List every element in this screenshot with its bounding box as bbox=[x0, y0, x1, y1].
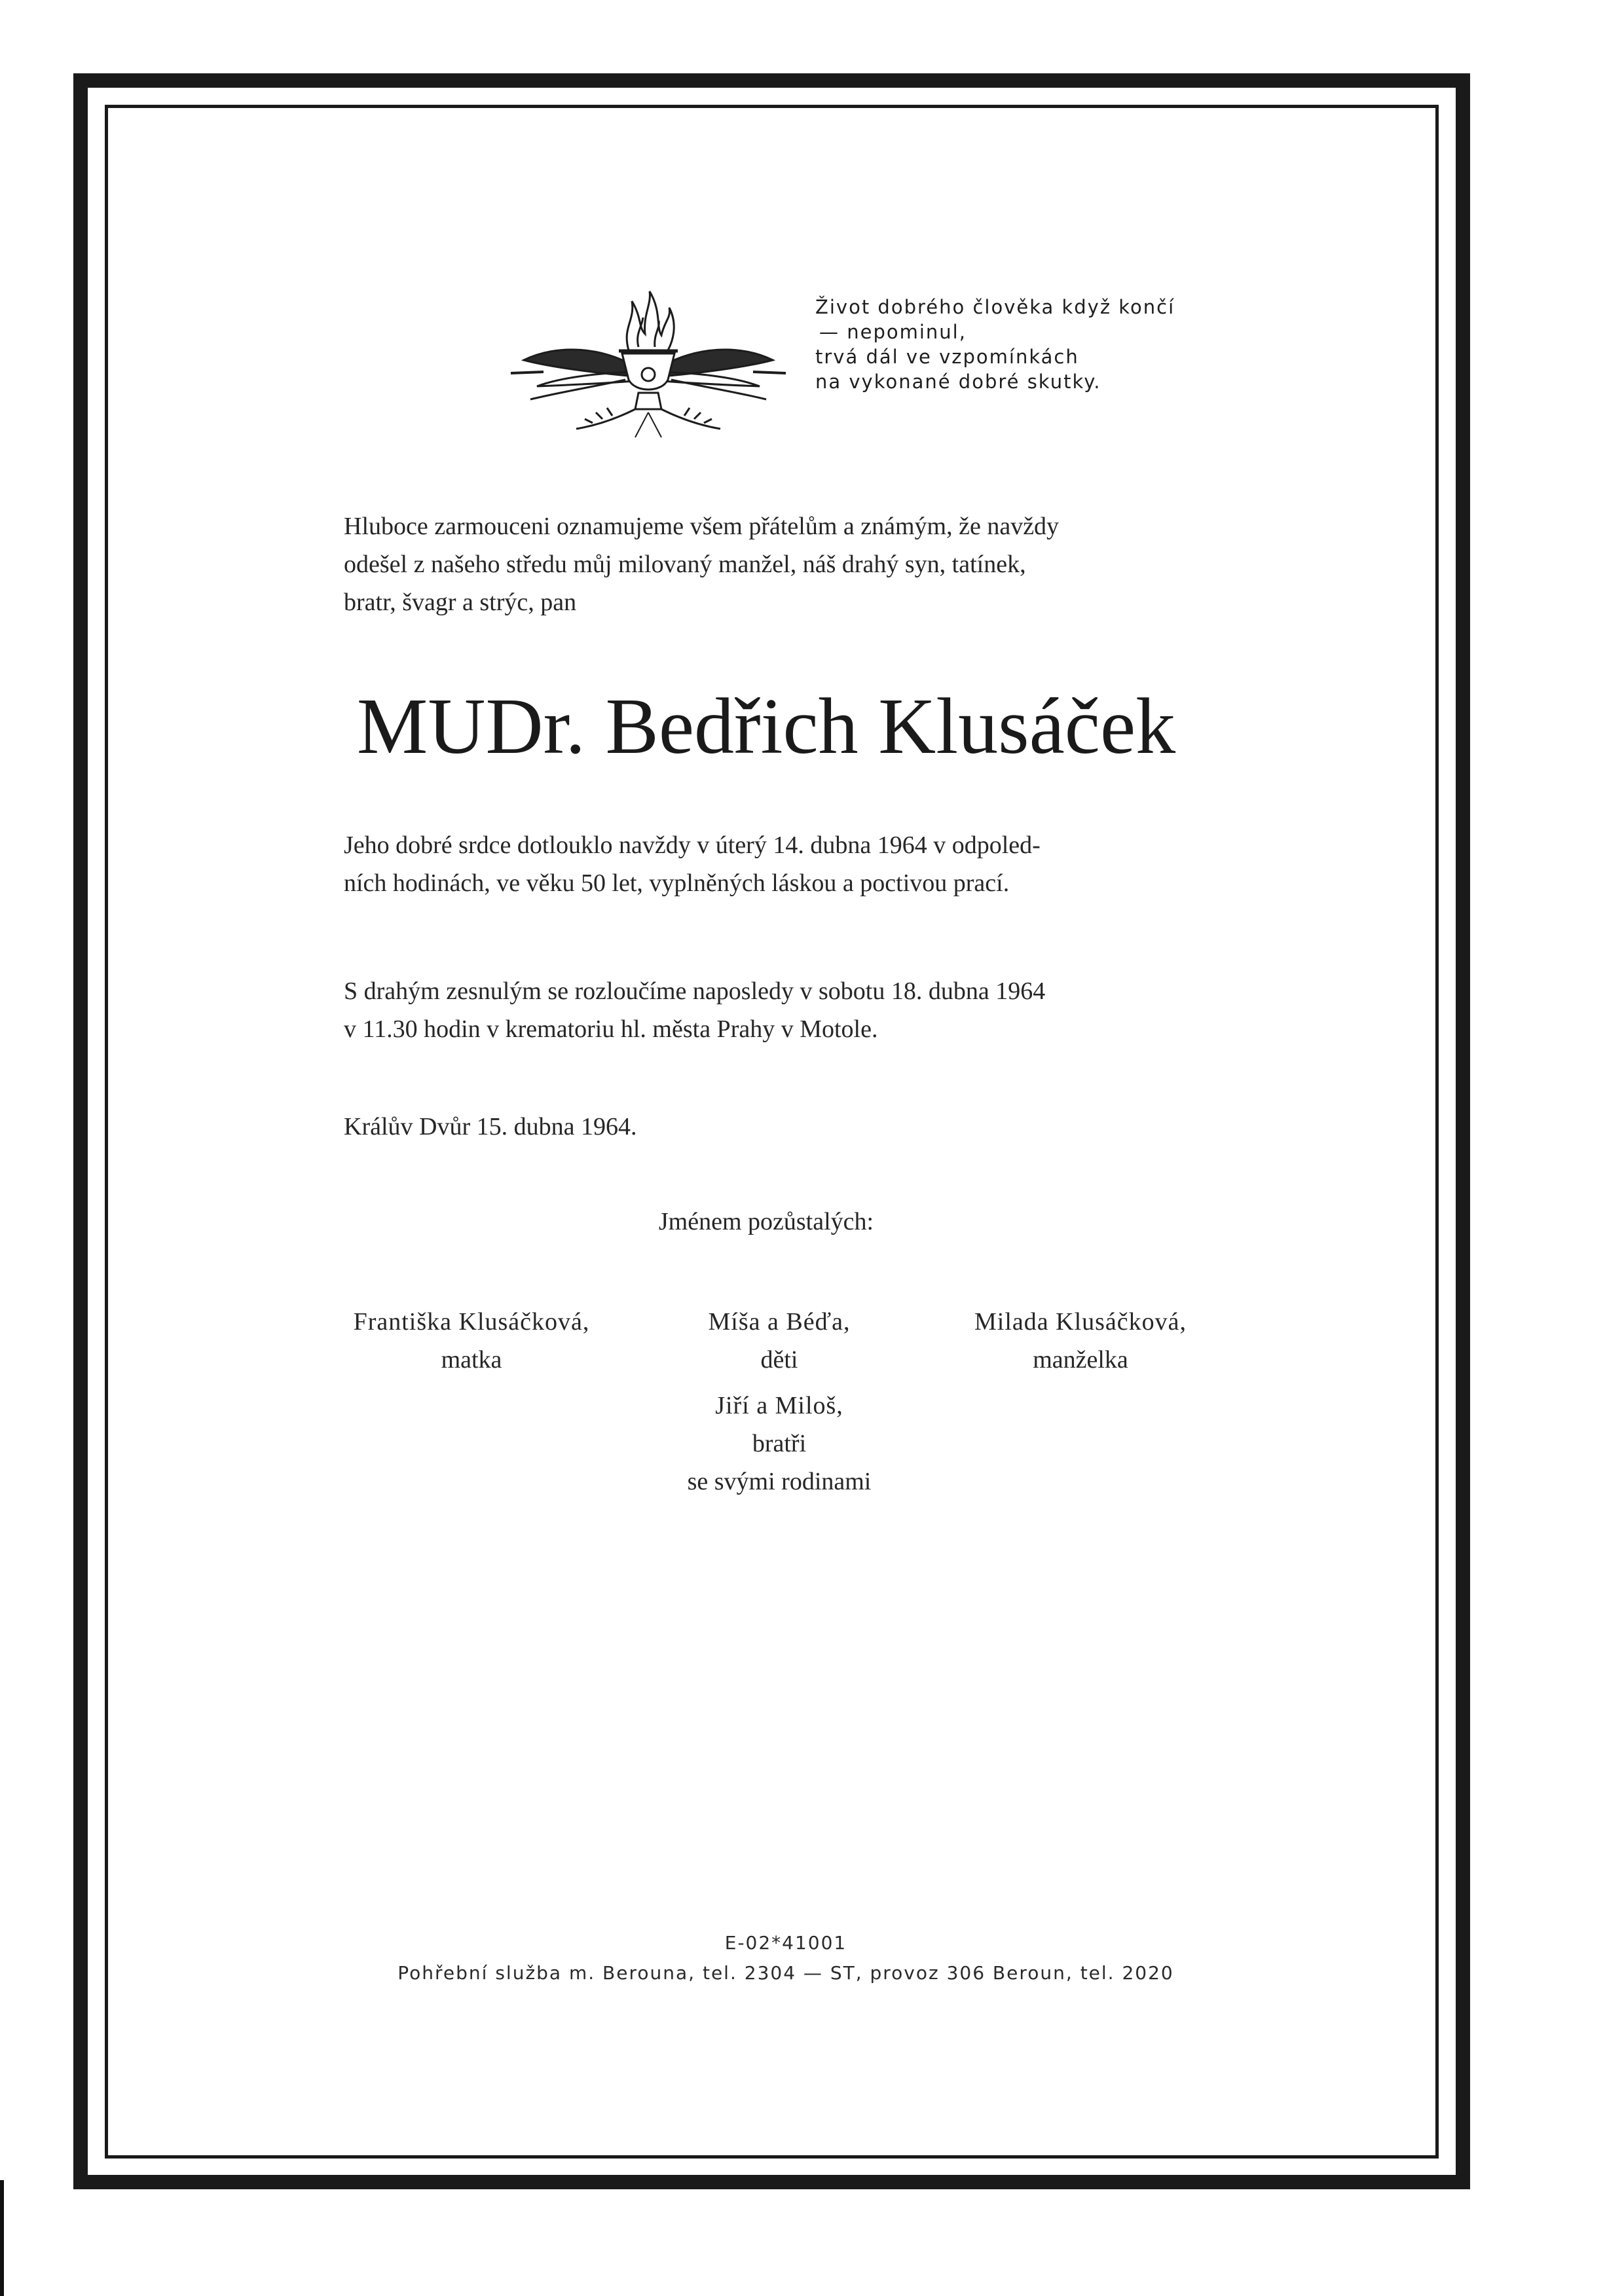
announcement-line: odešel z našeho středu můj milovaný manžel, náš drahý syn, tatínek, bbox=[344, 551, 1026, 578]
death-info-line: ních hodinách, ve věku 50 let, vyplněných láskou a poctivou prací. bbox=[344, 869, 1010, 897]
printer-info: Pohřební služba m. Berouna, tel. 2304 — ST, provoz 306 Beroun, tel. 2020 bbox=[397, 1962, 1174, 1984]
motto-line: — nepominul, bbox=[819, 321, 967, 343]
mourner-name: Míša a Béďa, bbox=[708, 1308, 851, 1336]
mourner-name: Františka Klusáčková, bbox=[353, 1308, 590, 1336]
motto-text bbox=[815, 295, 1175, 394]
on-behalf-heading: Jménem pozůstalých: bbox=[658, 1208, 874, 1235]
motto-line: trvá dál ve vzpomínkách bbox=[815, 346, 1079, 368]
announcement-line: bratr, švagr a strýc, pan bbox=[344, 589, 577, 616]
announcement-paragraph bbox=[344, 507, 1189, 621]
deceased-name: MUDr. Bedřich Klusáček bbox=[356, 682, 1176, 771]
ceremony-line: v 11.30 hodin v krematoriu hl. města Prahy v Motole. bbox=[344, 1015, 878, 1043]
scan-edge-mark bbox=[0, 2180, 4, 2296]
mourner-relation: matka bbox=[441, 1346, 502, 1374]
death-info-paragraph bbox=[344, 826, 1189, 902]
mourner-relation: manželka bbox=[1033, 1346, 1128, 1374]
ceremony-line: S drahým zesnulým se rozloučíme naposledy v sobotu 18. dubna 1964 bbox=[344, 977, 1046, 1005]
announcement-line: Hluboce zarmouceni oznamujeme všem přátelům a známým, že navždy bbox=[344, 513, 1060, 540]
death-info-line: Jeho dobré srdce dotlouklo navždy v úterý 14. dubna 1964 v odpoled- bbox=[344, 831, 1041, 859]
print-code: E-02*41001 bbox=[724, 1932, 847, 1954]
mourner-relation: bratři bbox=[752, 1430, 807, 1457]
mourner-relation: děti bbox=[760, 1346, 798, 1374]
mourner-brothers bbox=[616, 1387, 943, 1501]
mourner-name: Jiří a Miloš, bbox=[715, 1392, 843, 1419]
mourner-wife bbox=[917, 1303, 1244, 1379]
place-and-date: Králův Dvůr 15. dubna 1964. bbox=[344, 1113, 637, 1140]
mourner-children bbox=[665, 1303, 894, 1379]
motto-line: Život dobrého člověka když končí bbox=[815, 296, 1175, 318]
mourner-name: Milada Klusáčková, bbox=[974, 1308, 1187, 1336]
printer-footer bbox=[0, 1928, 1572, 1988]
ceremony-paragraph bbox=[344, 972, 1189, 1048]
motto-line: na vykonané dobré skutky. bbox=[815, 371, 1101, 393]
mourner-mother bbox=[308, 1303, 635, 1379]
eternal-flame-urn-icon bbox=[504, 288, 792, 439]
mourner-extra: se svými rodinami bbox=[687, 1468, 872, 1495]
